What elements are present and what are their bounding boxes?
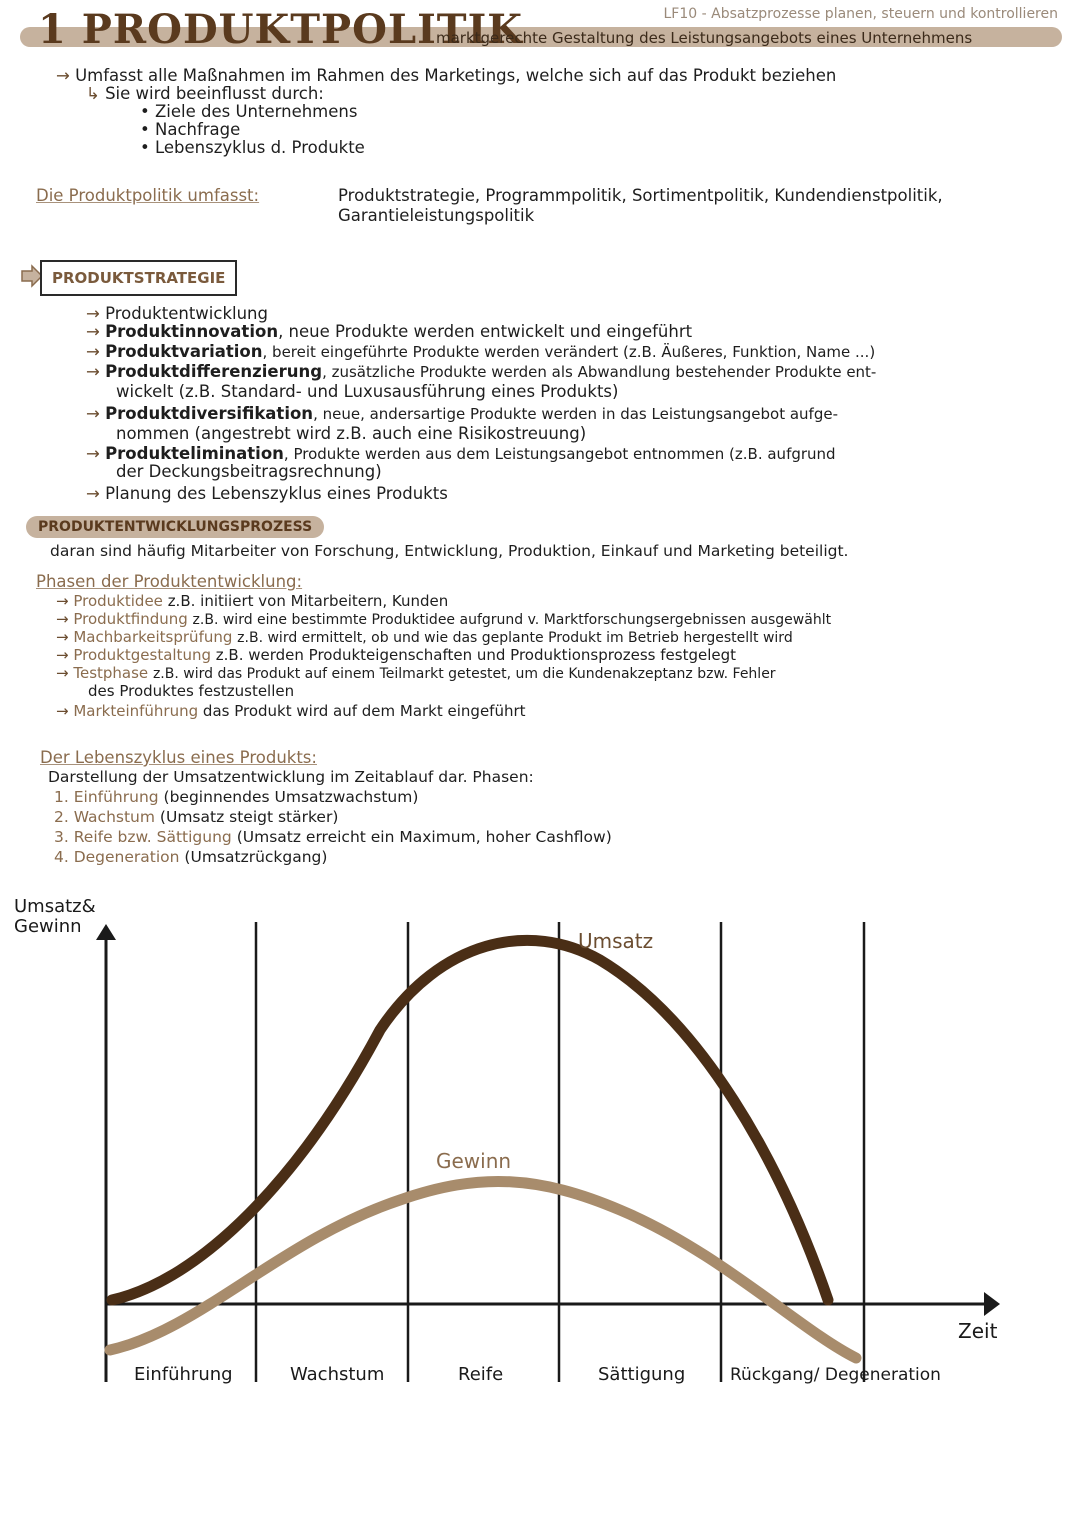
x-axis-label: Zeit xyxy=(958,1319,998,1343)
series-label-gewinn: Gewinn xyxy=(436,1149,512,1173)
arrow-icon: → xyxy=(56,592,69,610)
phase-label: Reife xyxy=(458,1364,504,1385)
lifecycle-chart xyxy=(0,880,1080,1420)
development-phase: → Machbarkeitsprüfung z.B. wird ermittelt, ob und wie das geplante Produkt im Betrieb hergestellt wird xyxy=(56,628,793,646)
y-axis-label-line2: Gewinn xyxy=(14,916,82,937)
development-phases-label: Phasen der Produktentwicklung: xyxy=(36,572,303,591)
series-label-umsatz: Umsatz xyxy=(578,929,654,953)
arrow-icon: → xyxy=(86,444,100,463)
arrow-icon: → xyxy=(56,610,69,628)
series-line-gewinn xyxy=(110,1181,856,1358)
phase-label: Sättigung xyxy=(598,1364,686,1385)
phase-dividers xyxy=(256,922,864,1382)
arrow-icon: → xyxy=(86,304,100,323)
development-phase: → Produktidee z.B. initiiert von Mitarbeitern, Kunden xyxy=(56,592,449,610)
intro-line-1: → Umfasst alle Maßnahmen im Rahmen des Marketings, welche sich auf das Produkt beziehen xyxy=(56,66,837,85)
lifecycle-label: Der Lebenszyklus eines Produkts: xyxy=(40,748,317,767)
arrow-icon: → xyxy=(56,66,70,85)
development-phase: → Produktfindung z.B. wird eine bestimmte Produktidee aufgrund v. Marktforschungsergebnissen ausgewählt xyxy=(56,610,832,628)
strategy-item: → Produktentwicklung xyxy=(86,304,268,323)
development-intro: daran sind häufig Mitarbeiter von Forschung, Entwicklung, Produktion, Einkauf und Marketing beteiligt. xyxy=(50,542,849,560)
arrow-icon: → xyxy=(56,664,69,682)
scope-text-2: Garantieleistungspolitik xyxy=(338,206,535,225)
strategy-item: → Produktvariation, bereit eingeführte Produkte werden verändert (z.B. Äußeres, Funktion, Name ...) xyxy=(86,342,876,361)
arrow-icon: → xyxy=(86,362,100,381)
lifecycle-phase: 2. Wachstum (Umsatz steigt stärker) xyxy=(54,808,339,826)
arrow-icon: → xyxy=(86,404,100,423)
y-axis-arrow-icon xyxy=(96,924,116,940)
course-label: LF10 - Absatzprozesse planen, steuern und kontrollieren xyxy=(663,6,1058,22)
strategy-item: → Produktelimination, Produkte werden aus dem Leistungsangebot entnommen (z.B. aufgrund xyxy=(86,444,836,463)
arrow-icon: → xyxy=(86,342,100,361)
lifecycle-phase: 3. Reife bzw. Sättigung (Umsatz erreicht ein Maximum, hoher Cashflow) xyxy=(54,828,612,846)
intro-bullet: • Lebenszyklus d. Produkte xyxy=(140,138,365,157)
development-phase-cont: des Produktes festzustellen xyxy=(88,682,295,700)
development-phase: → Produktgestaltung z.B. werden Produkteigenschaften und Produktionsprozess festgelegt xyxy=(56,646,737,664)
development-heading: PRODUKTENTWICKLUNGSPROZESS xyxy=(26,516,324,538)
arrow-icon: → xyxy=(56,628,69,646)
phase-label: Einführung xyxy=(134,1364,233,1385)
strategy-item: → Produktinnovation, neue Produkte werden entwickelt und eingeführt xyxy=(86,322,693,341)
return-arrow-icon: ↳ xyxy=(86,84,100,103)
development-phase: → Testphase z.B. wird das Produkt auf einem Teilmarkt getestet, um die Kundenakzeptanz bzw. Fehler xyxy=(56,664,776,682)
y-axis-label-line1: Umsatz& xyxy=(14,896,96,917)
phase-label: Wachstum xyxy=(290,1364,385,1385)
arrow-icon: → xyxy=(86,322,100,341)
strategy-item-cont: der Deckungsbeitragsrechnung) xyxy=(116,462,382,481)
strategy-item-cont: wickelt (z.B. Standard- und Luxusausführung eines Produkts) xyxy=(116,382,619,401)
intro-line-2: ↳ Sie wird beeinflusst durch: xyxy=(86,84,324,103)
page-title: 1 PRODUKTPOLITIK xyxy=(38,6,524,53)
arrow-icon: → xyxy=(56,646,69,664)
intro-bullet: • Nachfrage xyxy=(140,120,241,139)
phase-label: Rückgang/ Degeneration xyxy=(730,1365,941,1385)
strategy-item: → Planung des Lebenszyklus eines Produkts xyxy=(86,484,448,503)
strategy-item: → Produktdifferenzierung, zusätzliche Produkte werden als Abwandlung bestehender Produkte ent- xyxy=(86,362,877,381)
strategy-heading: PRODUKTSTRATEGIE xyxy=(40,260,237,296)
lifecycle-phase: 4. Degeneration (Umsatzrückgang) xyxy=(54,848,328,866)
scope-text-1: Produktstrategie, Programmpolitik, Sortimentpolitik, Kundendienstpolitik, xyxy=(338,186,943,205)
arrow-icon: → xyxy=(56,702,69,720)
intro-bullet: • Ziele des Unternehmens xyxy=(140,102,358,121)
page-subtitle: marktgerechte Gestaltung des Leistungsangebots eines Unternehmens xyxy=(436,29,973,47)
strategy-item: → Produktdiversifikation, neue, andersartige Produkte werden in das Leistungsangebot aufge- xyxy=(86,404,838,423)
scope-label: Die Produktpolitik umfasst: xyxy=(36,186,260,205)
arrow-icon: → xyxy=(86,484,100,503)
lifecycle-phase: 1. Einführung (beginnendes Umsatzwachstum) xyxy=(54,788,419,806)
x-axis-arrow-icon xyxy=(984,1292,1000,1316)
development-phase: → Markteinführung das Produkt wird auf dem Markt eingeführt xyxy=(56,702,526,720)
strategy-item-cont: nommen (angestrebt wird z.B. auch eine Risikostreuung) xyxy=(116,424,587,443)
lifecycle-intro: Darstellung der Umsatzentwicklung im Zeitablauf dar. Phasen: xyxy=(48,768,534,786)
